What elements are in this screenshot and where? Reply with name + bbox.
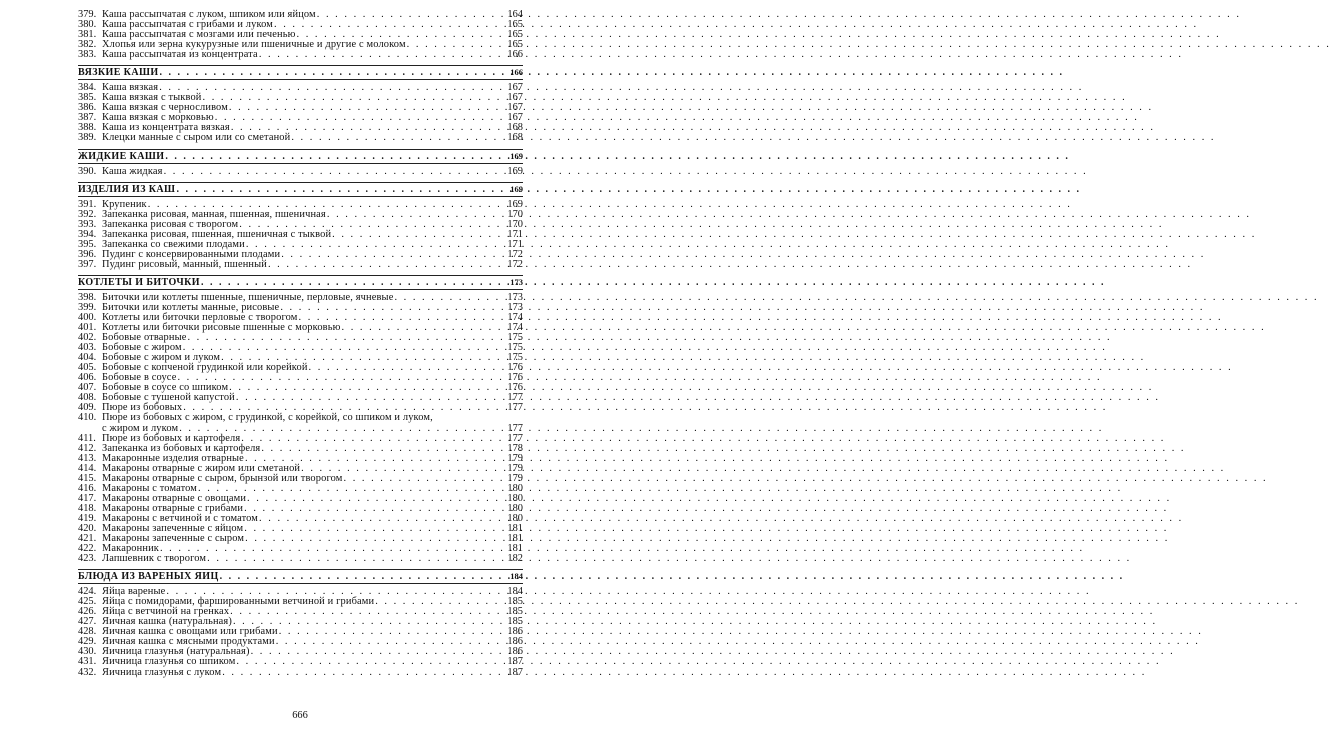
entry-number: 430. [78,646,97,658]
entry-number: 420. [78,522,97,534]
entry-page: 185 [507,616,523,628]
entry-title: Макаронник [102,543,159,555]
entry-title: Котлеты или биточки перловые с творогом [102,311,298,323]
entry-title: Яйца вареные [102,586,166,598]
entry-title: Каша рассыпчатая с мозгами или печенью [102,29,296,41]
entry-title: Макароны запеченные с яйцом [102,522,244,534]
entry-title: Макароны с томатом [102,482,198,494]
entry-page: 177 [507,402,523,414]
entry-title-continued: с жиром и луком [102,422,179,434]
entry-page: 187 [507,656,523,668]
entry-title: Котлеты или биточки рисовые пшенные с морковью [102,322,341,334]
toc-entry[interactable] [78,554,523,564]
entry-number: 391. [78,198,97,210]
dot-leader [165,151,506,162]
entry-number: 413. [78,452,97,464]
entry-number: 390. [78,165,97,177]
entry-number: 410. [78,412,97,424]
entry-number: 379. [78,9,97,20]
entry-number: 429. [78,636,97,648]
entry-number: 412. [78,442,97,454]
entry-number: 422. [78,543,97,555]
section-row [78,151,523,162]
entry-title: Запеканка рисовая, пшенная, пшеничная с тыквой [102,228,332,240]
section-page: 173 [510,276,523,287]
entry-page: 185 [507,596,523,608]
entry-page: 165 [507,19,523,31]
entry-number: 404. [78,352,97,364]
entry-title: Яичница глазунья (натуральная) [102,646,250,658]
entry-number: 425. [78,596,97,608]
entry-title: Каша жидкая [102,165,163,177]
entry-page: 180 [507,482,523,494]
entry-number: 431. [78,656,97,668]
entry-page: 170 [507,218,523,230]
entry-page: 171 [507,238,523,250]
section-page: 169 [510,183,523,194]
entry-page: 186 [507,636,523,648]
entry-page: 180 [507,492,523,504]
entry-page: 186 [507,646,523,658]
entry-number: 392. [78,208,97,220]
section-row [78,67,523,78]
entry-number: 394. [78,228,97,240]
toc-entry[interactable] [78,167,523,177]
entry-page: 175 [507,342,523,354]
entry-page: 185 [507,606,523,618]
entry-page: 177 [507,422,523,434]
entry-number: 406. [78,372,97,384]
entry-page: 174 [507,322,523,334]
entry-page: 181 [507,522,523,534]
entry-page: 180 [507,512,523,524]
section-header [78,569,523,584]
entry-page: 176 [507,382,523,394]
entry-title: Макароны с ветчиной и с томатом [102,512,259,524]
entry-title: Запеканка рисовая, манная, пшенная, пшеничная [102,208,326,220]
entry-page: 187 [507,666,523,678]
section-title: ЖИДКИЕ КАШИ [78,150,165,162]
entry-title: Яичница глазунья со шпиком [102,656,236,668]
entry-number: 416. [78,482,97,494]
entry-page: 167 [507,92,523,104]
entry-title: Бобовые с копченой грудинкой или корейкой [102,362,308,374]
dot-leader [207,554,506,564]
entry-number: 415. [78,472,97,484]
entry-title: Хлопья или зерна кукурузные или пшеничные и другие с молоком [102,39,406,51]
entry-number: 399. [78,301,97,313]
entry-number: 401. [78,322,97,334]
section-page: 166 [510,67,523,78]
entry-number: 423. [78,553,97,565]
entry-title: Каша из концентрата вязкая [102,122,230,134]
entry-number: 395. [78,238,97,250]
entry-number: 424. [78,586,97,598]
entry-page: 172 [507,258,523,270]
entry-page: 182 [507,553,523,565]
entry-page: 175 [507,352,523,364]
entry-number: 408. [78,392,97,404]
entry-number: 421. [78,533,97,545]
dot-leader [220,571,506,582]
entry-title: Запеканка из бобовых и картофеля [102,442,261,454]
entry-title: Лапшевник с творогом [102,553,207,565]
entry-title: Бобовые с жиром [102,342,182,354]
entry-page: 169 [507,198,523,210]
entry-title: Яйца с помидорами, фаршированными ветчиной и грибами [102,596,375,608]
section-header [78,275,523,290]
section-title: ИЗДЕЛИЯ ИЗ КАШ [78,183,176,195]
entry-page: 172 [507,248,523,260]
entry-number: 393. [78,218,97,230]
entry-number: 428. [78,626,97,638]
entry-title: Запеканка рисовая с творогом [102,218,239,230]
dot-leader [160,67,506,78]
entry-page: 167 [507,102,523,114]
entry-title: Каша вязкая [102,82,159,94]
entry-page: 167 [507,82,523,94]
entry-title: Яичная кашка (натуральная) [102,616,232,628]
entry-number: 407. [78,382,97,394]
entry-title: Пюре из бобовых с жиром, с грудинкой, с корейкой, со шпиком и луком, [102,412,433,424]
entry-page: 175 [507,332,523,344]
entry-title: Каша вязкая с морковью [102,112,214,124]
page-number: 666 [292,710,308,721]
entry-page: 165 [507,39,523,51]
entry-page: 184 [507,586,523,598]
entry-title: Макароны отварные с грибами [102,502,244,514]
entry-number: 414. [78,462,97,474]
entry-page: 169 [507,165,523,177]
entry-number: 388. [78,122,97,134]
entry-title: Бобовые в соусе [102,372,177,384]
entry-number: 432. [78,666,97,678]
section-row [78,571,523,582]
entry-title: Макаронные изделия отварные [102,452,244,464]
entry-number: 427. [78,616,97,628]
entry-number: 409. [78,402,97,414]
section-title: БЛЮДА ИЗ ВАРЕНЫХ ЯИЦ [78,571,219,583]
entry-number: 386. [78,102,97,114]
entry-page: 177 [507,432,523,444]
entry-title: Яичница глазунья с луком [102,666,222,678]
toc-entry-line [78,413,523,423]
entry-page: 168 [507,122,523,134]
entry-page: 179 [507,462,523,474]
entry-title: Каша рассыпчатая с грибами и луком [102,19,274,31]
entry-page: 170 [507,208,523,220]
section-row [78,277,523,288]
entry-number: 389. [78,132,97,144]
section-page: 184 [510,571,523,582]
entry-page: 178 [507,442,523,454]
entry-title: Яйца с ветчиной на гренках [102,606,230,618]
entry-title: Макароны отварные с сыром, брынзой или творогом [102,472,343,484]
entry-number: 418. [78,502,97,514]
entry-number: 385. [78,92,97,104]
table-of-contents [78,10,523,678]
section-title: ВЯЗКИЕ КАШИ [78,67,159,79]
entry-number: 426. [78,606,97,618]
entry-number: 396. [78,248,97,260]
entry-title: Бобовые отварные [102,332,187,344]
entry-page: 176 [507,362,523,374]
entry-page: 168 [507,132,523,144]
entry-title: Пюре из бобовых и картофеля [102,432,241,444]
entry-title: Каша рассыпчатая из концентрата [102,49,258,61]
entry-title: Клецки манные с сыром или со сметаной [102,132,291,144]
entry-number: 402. [78,332,97,344]
entry-number: 417. [78,492,97,504]
entry-page: 165 [507,29,523,41]
entry-page: 166 [507,49,523,61]
entry-title: Макароны отварные с жиром или сметаной [102,462,301,474]
entry-title: Каша рассыпчатая с луком, шпиком или яйцом [102,9,316,20]
entry-page: 181 [507,533,523,545]
entry-page: 179 [507,452,523,464]
entry-page: 180 [507,502,523,514]
entry-page: 179 [507,472,523,484]
entry-number: 383. [78,49,97,61]
entry-page: 177 [507,392,523,404]
entry-page: 174 [507,311,523,323]
entry-number: 382. [78,39,97,51]
entry-title: Пудинг с консервированными плодами [102,248,281,260]
entry-number: 419. [78,512,97,524]
entry-title: Пудинг рисовый, манный, пшенный [102,258,267,270]
entry-title: Бобовые в соусе со шпиком [102,382,229,394]
entry-title: Биточки или котлеты манные, рисовые [102,301,280,313]
dot-leader [291,133,506,143]
section-page: 169 [510,150,523,161]
entry-page: 171 [507,228,523,240]
entry-page: 167 [507,112,523,124]
entry-number: 400. [78,311,97,323]
entry-title: Бобовые с жиром и луком [102,352,221,364]
toc-entry[interactable] [78,260,523,270]
entry-title: Яичная кашка с овощами или грибами [102,626,278,638]
entry-title: Запеканка со свежими плодами [102,238,245,250]
entry-page: 173 [507,301,523,313]
toc-entry[interactable] [78,413,523,433]
entry-title: Каша вязкая с черносливом [102,102,228,114]
section-row [78,184,523,195]
dot-leader [176,184,506,195]
entry-page: 164 [507,9,523,20]
entry-number: 398. [78,291,97,303]
entry-number: 384. [78,82,97,94]
entry-page: 173 [507,291,523,303]
dot-leader [268,260,506,270]
entry-number: 380. [78,19,97,31]
entry-title: Макароны отварные с овощами [102,492,247,504]
toc-entry[interactable] [78,668,523,678]
entry-number: 403. [78,342,97,354]
entry-title: Крупеник [102,198,147,210]
dot-leader [201,277,506,288]
entry-number: 411. [78,432,96,444]
toc-entry[interactable] [78,133,523,143]
section-header [78,182,523,197]
entry-page: 181 [507,543,523,555]
entry-page: 186 [507,626,523,638]
entry-title: Бобовые с тушеной капустой [102,392,235,404]
section-header [78,65,523,80]
dot-leader [259,50,506,60]
entry-title: Каша вязкая с тыквой [102,92,202,104]
entry-title: Биточки или котлеты пшенные, пшеничные, перловые, ячневые [102,291,394,303]
entry-number: 381. [78,29,97,41]
dot-leader [222,668,506,678]
section-title: КОТЛЕТЫ И БИТОЧКИ [78,276,200,288]
entry-number: 397. [78,258,97,270]
toc-entry[interactable] [78,50,523,60]
section-header [78,149,523,164]
entry-title: Пюре из бобовых [102,402,183,414]
entry-number: 387. [78,112,97,124]
dot-leader [164,167,506,177]
entry-page: 176 [507,372,523,384]
entry-title: Яичная кашка с мясными продуктами [102,636,275,648]
entry-number: 405. [78,362,97,374]
entry-title: Макароны запеченные с сыром [102,533,245,545]
